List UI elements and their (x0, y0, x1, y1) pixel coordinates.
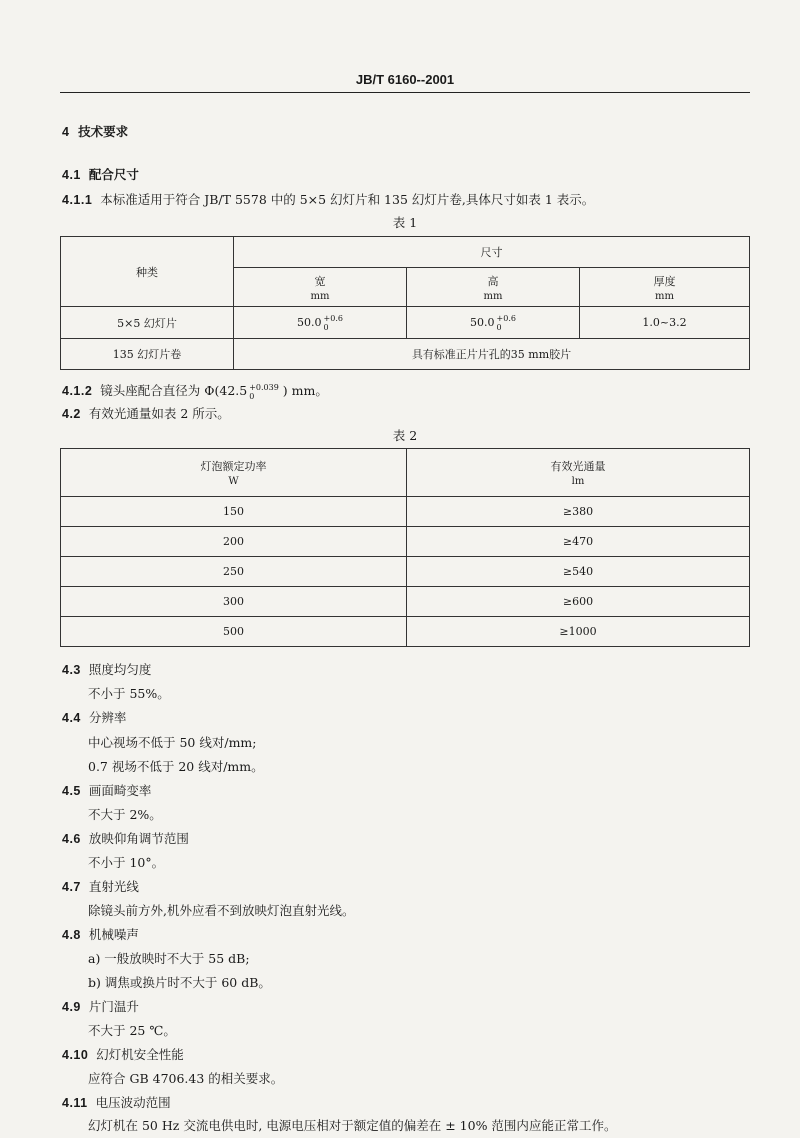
section-title: 技术要求 (78, 124, 129, 139)
header-unit: lm (571, 476, 585, 487)
section-number: 4.5 (62, 784, 81, 798)
table-cell-flux: ≥470 (407, 527, 750, 557)
table-2 (60, 448, 750, 647)
paragraph-text: 镜头座配合直径为 Φ(42.5 (100, 383, 248, 398)
section-number: 4.1 (62, 168, 81, 182)
header-unit: W (228, 476, 239, 487)
section-number: 4.1.2 (62, 384, 93, 398)
table-header-height (407, 268, 580, 307)
section-number: 4.11 (62, 1096, 88, 1110)
header-unit: mm (310, 290, 330, 302)
section-title: 配合尺寸 (88, 167, 139, 182)
tolerance (249, 383, 279, 401)
section-number: 4.8 (62, 928, 81, 942)
tolerance (324, 314, 343, 332)
section-number: 4.10 (62, 1048, 89, 1062)
section-4-3-heading (62, 660, 151, 678)
section-4-4-heading (62, 708, 126, 726)
section-4-7-body: 除镜头前方外,机外应看不到放映灯泡直射光线。 (88, 903, 355, 918)
section-4-11-body: 幻灯机在 50 Hz 交流电供电时, 电源电压相对于额定值的偏差在 ± 10% 范围内应能正常工作。 (88, 1118, 617, 1133)
table-1-caption: 表 1 (392, 215, 418, 230)
section-4-6-heading (62, 829, 189, 847)
section-number: 4.2 (62, 407, 81, 421)
section-4-8-item-b: b) 调焦或换片时不大于 60 dB。 (88, 975, 271, 990)
header-label: 高 (487, 274, 499, 288)
header-rule (60, 92, 750, 93)
section-4-9-heading (62, 997, 139, 1015)
value-text: 50.0 (470, 315, 495, 329)
table-cell-flux: ≥600 (407, 587, 750, 617)
table-row (61, 587, 750, 617)
table-cell-power: 150 (61, 497, 407, 527)
section-number: 4.6 (62, 832, 81, 846)
tolerance (497, 314, 516, 332)
section-title: 放映仰角调节范围 (88, 831, 189, 846)
table-row (61, 307, 750, 339)
table-cell-power: 200 (61, 527, 407, 557)
table-cell-flux: ≥380 (407, 497, 750, 527)
header-label: 灯泡额定功率 (200, 460, 267, 473)
tolerance-upper: +0.6 (323, 313, 343, 323)
table-cell-flux: ≥1000 (407, 617, 750, 647)
section-4-5-heading (62, 781, 151, 799)
table-row (61, 497, 750, 527)
table-header-thickness (580, 268, 750, 307)
section-title: 照度均匀度 (88, 662, 152, 677)
section-4-4-body-1: 中心视场不低于 50 线对/mm; (88, 735, 257, 750)
section-title: 直射光线 (88, 879, 139, 894)
table-cell-width (234, 307, 407, 339)
section-4-7-heading (62, 877, 139, 895)
section-number: 4.7 (62, 880, 81, 894)
table-header-power (61, 449, 407, 497)
section-4-1-1 (62, 190, 594, 208)
section-4-1-heading (62, 165, 139, 183)
section-4-8-heading (62, 925, 139, 943)
section-4-6-body: 不小于 10°。 (88, 855, 165, 870)
section-title: 机械噪声 (88, 927, 139, 942)
paragraph-text: ) mm。 (282, 383, 328, 398)
table-cell-kind: 5×5 幻灯片 (61, 307, 234, 339)
tolerance-lower: 0 (249, 391, 255, 401)
table-cell-height (407, 307, 580, 339)
header-unit: mm (483, 290, 503, 302)
tolerance-lower: 0 (323, 322, 329, 332)
table-cell-power: 250 (61, 557, 407, 587)
header-label: 有效光通量 (550, 460, 606, 473)
section-4-heading (62, 122, 128, 140)
table-cell-power: 500 (61, 617, 407, 647)
section-4-9-body: 不大于 25 ℃。 (88, 1023, 176, 1038)
section-title: 幻灯机安全性能 (96, 1047, 184, 1062)
section-title: 电压波动范围 (95, 1095, 171, 1110)
table-row (61, 617, 750, 647)
tolerance-upper: +0.039 (249, 382, 279, 392)
table-cell-thickness: 1.0~3.2 (580, 307, 750, 339)
section-4-10-body: 应符合 GB 4706.43 的相关要求。 (88, 1071, 284, 1086)
header-label: 厚度 (653, 274, 676, 288)
table-cell-description: 具有标准正片片孔的35 mm胶片 (234, 339, 750, 370)
header-label: 宽 (314, 274, 326, 288)
section-4-3-body: 不小于 55%。 (88, 686, 170, 701)
section-4-1-2 (62, 381, 328, 401)
tolerance-upper: +0.6 (496, 313, 516, 323)
table-row (61, 527, 750, 557)
section-number: 4.1.1 (62, 193, 93, 207)
section-number: 4.3 (62, 663, 81, 677)
table-header-kind: 种类 (61, 237, 234, 307)
table-1 (60, 236, 750, 370)
table-cell-kind: 135 幻灯片卷 (61, 339, 234, 370)
table-row (61, 557, 750, 587)
section-number: 4.9 (62, 1000, 81, 1014)
tolerance-lower: 0 (496, 322, 502, 332)
table-header-flux (407, 449, 750, 497)
section-number: 4 (62, 125, 70, 139)
section-4-8-item-a: a) 一般放映时不大于 55 dB; (88, 951, 250, 966)
document-header: JB/T 6160--2001 (355, 72, 455, 87)
paragraph-text: 有效光通量如表 2 所示。 (88, 406, 230, 421)
table-2-caption: 表 2 (392, 428, 418, 443)
table-row (61, 339, 750, 370)
paragraph-text: 本标准适用于符合 JB/T 5578 中的 5×5 幻灯片和 135 幻灯片卷,具体尺寸如表 1 表示。 (100, 192, 595, 207)
section-4-2 (62, 404, 230, 422)
header-unit: mm (655, 290, 674, 302)
table-cell-power: 300 (61, 587, 407, 617)
section-4-10-heading (62, 1045, 184, 1063)
section-title: 分辨率 (88, 710, 127, 725)
section-title: 画面畸变率 (88, 783, 152, 798)
section-4-4-body-2: 0.7 视场不低于 20 线对/mm。 (88, 759, 264, 774)
table-header-size: 尺寸 (234, 237, 750, 268)
table-header-width (234, 268, 407, 307)
table-cell-flux: ≥540 (407, 557, 750, 587)
section-4-5-body: 不大于 2%。 (88, 807, 162, 822)
section-title: 片门温升 (88, 999, 139, 1014)
value-text: 50.0 (297, 315, 322, 329)
section-4-11-heading (62, 1093, 171, 1111)
section-number: 4.4 (62, 711, 81, 725)
